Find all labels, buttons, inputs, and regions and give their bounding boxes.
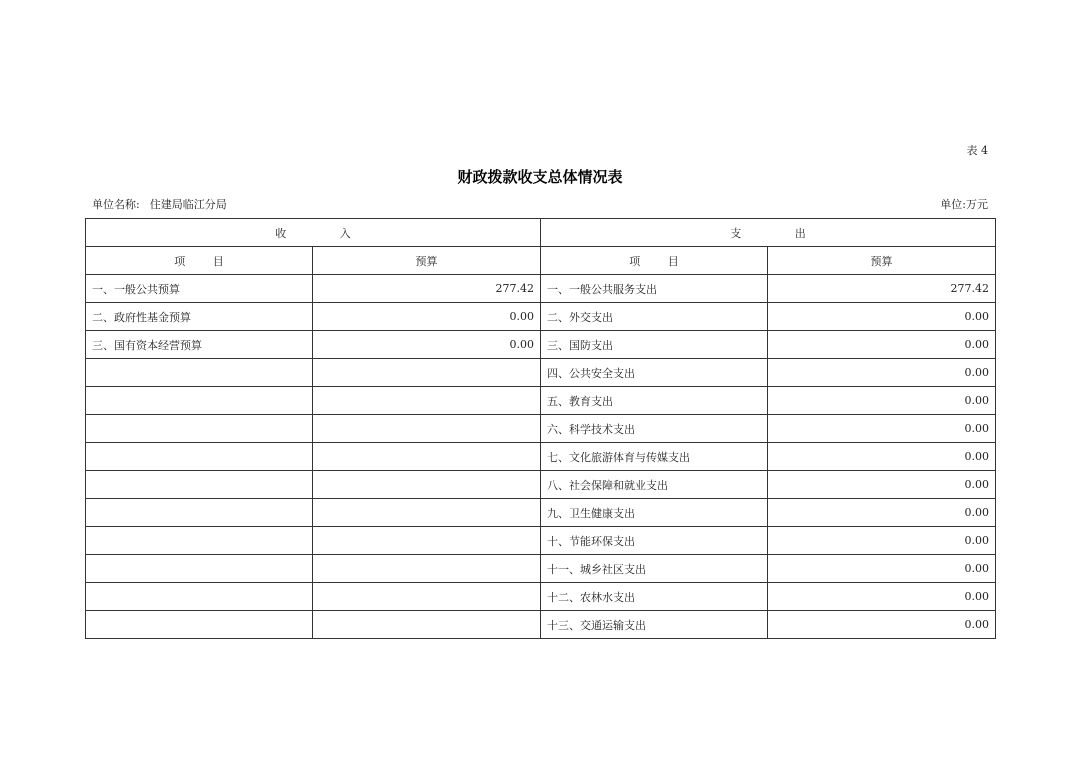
expense-budget-cell: 0.00 <box>768 611 996 639</box>
column-header-row <box>86 247 996 275</box>
income-section-header: 收 入 <box>86 219 541 247</box>
expense-budget-cell: 0.00 <box>768 583 996 611</box>
table-row <box>86 471 996 499</box>
income-item-cell <box>86 359 313 387</box>
expense-budget-cell: 0.00 <box>768 303 996 331</box>
income-item-cell <box>86 499 313 527</box>
table-row <box>86 527 996 555</box>
expense-budget-cell: 0.00 <box>768 527 996 555</box>
expense-item-cell: 八、社会保障和就业支出 <box>541 471 768 499</box>
unit-info-row <box>92 196 988 212</box>
table-row <box>86 331 996 359</box>
income-budget-cell <box>313 443 541 471</box>
income-item-cell <box>86 555 313 583</box>
expense-budget-cell: 0.00 <box>768 415 996 443</box>
table-row <box>86 387 996 415</box>
table-row <box>86 443 996 471</box>
currency-unit: 单位:万元 <box>940 198 988 211</box>
income-budget-cell <box>313 387 541 415</box>
table-row <box>86 555 996 583</box>
income-budget-cell: 0.00 <box>313 303 541 331</box>
income-item-cell <box>86 387 313 415</box>
income-item-cell <box>86 527 313 555</box>
income-budget-cell: 0.00 <box>313 331 541 359</box>
expense-item-cell: 七、文化旅游体育与传媒支出 <box>541 443 768 471</box>
expense-budget-cell: 0.00 <box>768 471 996 499</box>
income-budget-cell <box>313 555 541 583</box>
expense-budget-cell: 277.42 <box>768 275 996 303</box>
table-row <box>86 359 996 387</box>
expense-budget-cell: 0.00 <box>768 387 996 415</box>
expense-item-cell: 十、节能环保支出 <box>541 527 768 555</box>
expense-item-header: 项 目 <box>541 247 768 275</box>
expense-budget-cell: 0.00 <box>768 443 996 471</box>
income-budget-cell <box>313 499 541 527</box>
section-header-row <box>86 219 996 247</box>
table-row <box>86 583 996 611</box>
table-row <box>86 303 996 331</box>
expense-item-cell: 十三、交通运输支出 <box>541 611 768 639</box>
expense-budget-header: 预算 <box>768 247 996 275</box>
income-budget-cell: 277.42 <box>313 275 541 303</box>
income-item-cell <box>86 471 313 499</box>
table-row <box>86 275 996 303</box>
expense-item-cell: 三、国防支出 <box>541 331 768 359</box>
expense-budget-cell: 0.00 <box>768 555 996 583</box>
income-budget-header: 预算 <box>313 247 541 275</box>
expense-section-header: 支 出 <box>541 219 996 247</box>
income-item-cell <box>86 611 313 639</box>
expense-item-cell: 五、教育支出 <box>541 387 768 415</box>
income-budget-cell <box>313 359 541 387</box>
expense-item-cell: 六、科学技术支出 <box>541 415 768 443</box>
income-item-header: 项 目 <box>86 247 313 275</box>
income-item-cell <box>86 583 313 611</box>
unit-name-label: 单位名称: <box>92 198 140 211</box>
expense-budget-cell: 0.00 <box>768 499 996 527</box>
expense-item-cell: 十一、城乡社区支出 <box>541 555 768 583</box>
page-title: 财政拨款收支总体情况表 <box>457 168 623 186</box>
income-budget-cell <box>313 611 541 639</box>
income-item-cell: 二、政府性基金预算 <box>86 303 313 331</box>
table-row <box>86 499 996 527</box>
income-item-cell <box>86 443 313 471</box>
expense-item-cell: 四、公共安全支出 <box>541 359 768 387</box>
expense-item-cell: 二、外交支出 <box>541 303 768 331</box>
unit-name-block <box>92 196 227 212</box>
income-budget-cell <box>313 583 541 611</box>
table-row <box>86 415 996 443</box>
income-item-cell: 三、国有资本经营预算 <box>86 331 313 359</box>
budget-table-body <box>86 219 996 639</box>
income-item-cell <box>86 415 313 443</box>
expense-item-cell: 一、一般公共服务支出 <box>541 275 768 303</box>
expense-budget-cell: 0.00 <box>768 359 996 387</box>
budget-table <box>85 218 996 639</box>
income-item-cell: 一、一般公共预算 <box>86 275 313 303</box>
expense-budget-cell: 0.00 <box>768 331 996 359</box>
unit-name-value: 住建局临江分局 <box>149 198 227 211</box>
income-budget-cell <box>313 527 541 555</box>
table-row <box>86 611 996 639</box>
expense-item-cell: 九、卫生健康支出 <box>541 499 768 527</box>
table-number: 表 4 <box>966 144 988 157</box>
expense-item-cell: 十二、农林水支出 <box>541 583 768 611</box>
income-budget-cell <box>313 415 541 443</box>
income-budget-cell <box>313 471 541 499</box>
